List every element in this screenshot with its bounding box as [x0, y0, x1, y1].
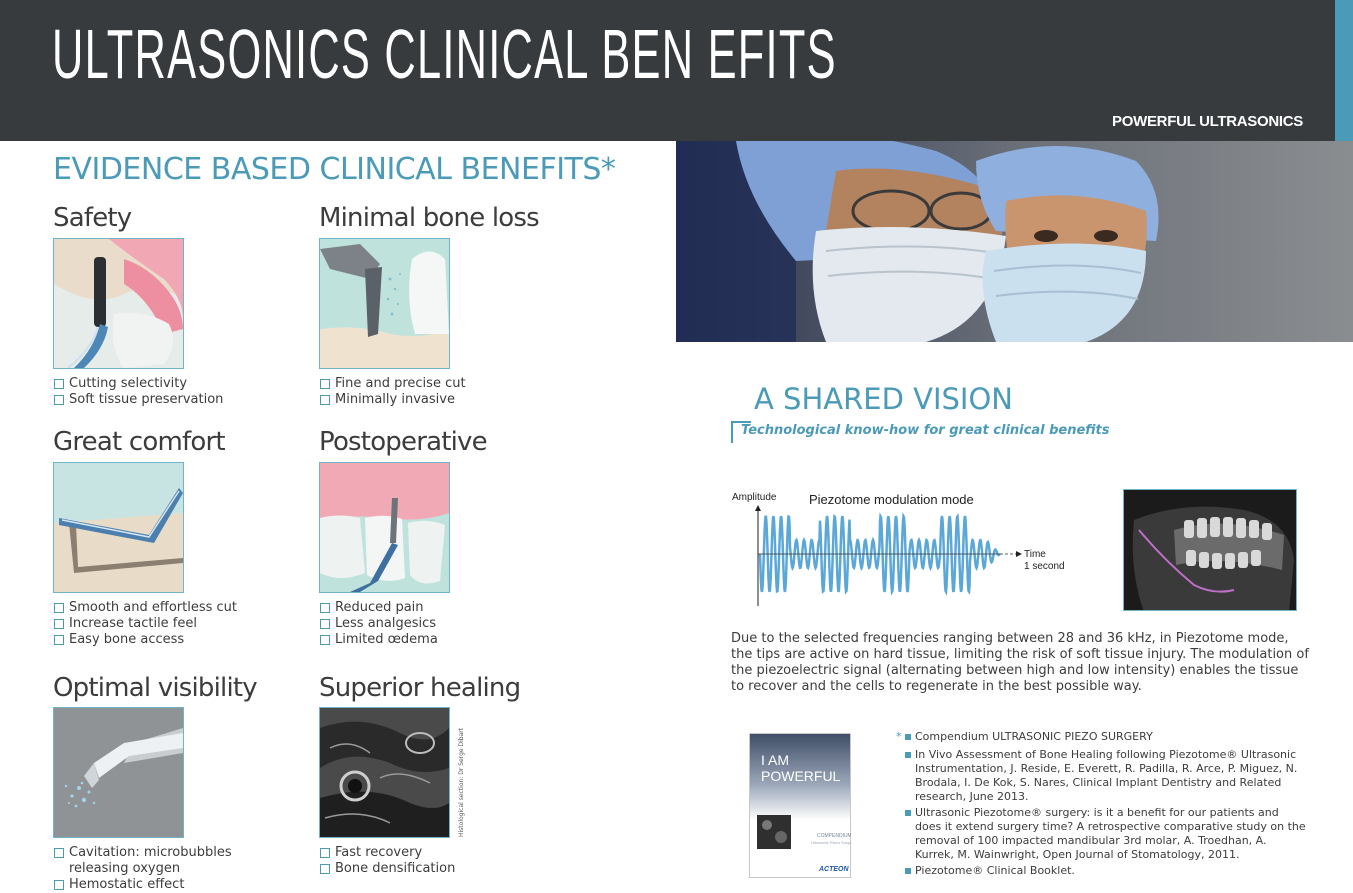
minimal-bone-loss-bullets: [319, 376, 466, 408]
references-head: [896, 730, 1306, 744]
list-item: Smooth and effortless cut: [53, 600, 237, 616]
great-comfort-bullets: [53, 600, 237, 648]
minimal-bone-loss-illustration: [319, 238, 450, 369]
benefit-title-postoperative: Postoperative: [319, 427, 487, 457]
list-item: Less analgesics: [319, 616, 438, 632]
list-item: Cutting selectivity: [53, 376, 223, 392]
great-comfort-illustration: [53, 462, 184, 593]
list-item: Increase tactile feel: [53, 616, 237, 632]
compendium-booklet-cover: [749, 733, 851, 878]
header-accent-bar: [1335, 0, 1353, 141]
references: [896, 730, 1306, 880]
superior-healing-histology: [319, 707, 450, 838]
list-item: Fine and precise cut: [319, 376, 466, 392]
asterisk: *: [896, 730, 902, 743]
superior-healing-bullets: [319, 845, 455, 877]
x-axis-arrow: [1016, 551, 1022, 557]
list-item: Easy bone access: [53, 632, 237, 648]
chart-title: Piezotome modulation mode: [809, 492, 974, 507]
modulation-waveform-chart: [728, 486, 1088, 611]
benefit-title-safety: Safety: [53, 203, 132, 233]
histology-credit: Histological section: Dr Serge Dibart: [458, 727, 465, 837]
list-item: Bone densification: [319, 861, 455, 877]
list-item: Limited œdema: [319, 632, 438, 648]
postoperative-bullets: [319, 600, 438, 648]
references-head-text: Compendium ULTRASONIC PIEZO SURGERY: [915, 730, 1153, 743]
list-item: Piezotome® Clinical Booklet.: [896, 864, 1306, 878]
header-bar: [0, 0, 1335, 141]
list-item: Hemostatic effect: [53, 877, 232, 893]
y-axis-label: Amplitude: [732, 492, 777, 503]
list-item: releasing oxygen: [69, 861, 181, 876]
optimal-visibility-bullets: [53, 845, 232, 893]
section-tag: POWERFUL ULTRASONICS: [1112, 113, 1303, 130]
booklet-small2: Ultrasonic Piezo Surgery: [811, 840, 851, 845]
vision-description: Due to the selected frequencies ranging between 28 and 36 kHz, in Piezotome mode, the tips are active on hard tissue, limiting the risk of soft tissue injury. The modulation of the piezoelectric signal (alternating between high and low intensity) enables the tissue to recover and the cells to regenerate in the best possible way.: [731, 631, 1309, 694]
benefit-title-optimal-visibility: Optimal visibility: [53, 673, 257, 703]
list-item: In Vivo Assessment of Bone Healing following Piezotome® Ultrasonic Instrumentation, J. Reside, E. Everett, R. Padilla, R. Arce, P. Miguez, N. Brodala, I. De Kok, S. Nares, Clinical Implant Dentistry and Related research, June 2013.: [896, 748, 1306, 804]
list-item: Ultrasonic Piezotome® surgery: is it a benefit for our patients and does it extend surgery time? A retrospective comparative study on the removal of 100 impacted mandibular 3rd molar, A. Troedhan, A. Kurrek, M. Wainwright, Open Journal of Stomatology, 2011.: [896, 806, 1306, 862]
booklet-line2: POWERFUL: [761, 768, 841, 784]
x-axis-label: Time: [1024, 549, 1046, 560]
benefit-title-great-comfort: Great comfort: [53, 427, 225, 457]
evidence-title: EVIDENCE BASED CLINICAL BENEFITS*: [53, 152, 616, 187]
surgeons-photo: [676, 141, 1353, 342]
safety-bullets: [53, 376, 223, 408]
list-item: Reduced pain: [319, 600, 438, 616]
optimal-visibility-illustration: [53, 707, 184, 838]
safety-illustration: [53, 238, 184, 369]
vision-subtitle: Technological know-how for great clinical benefits: [741, 423, 1110, 438]
booklet-small1: COMPENDIUM: [817, 833, 851, 839]
benefit-title-superior-healing: Superior healing: [319, 673, 521, 703]
list-item: Soft tissue preservation: [53, 392, 223, 408]
booklet-thumbnail: [757, 815, 791, 849]
list-item: Cavitation: microbubbles: [53, 845, 232, 861]
postoperative-illustration: [319, 462, 450, 593]
vision-title: A SHARED VISION: [754, 382, 1014, 416]
reference-list: [896, 748, 1306, 878]
page-title: ULTRASONICS CLINICAL BEN EFITS: [52, 15, 837, 93]
benefit-title-minimal-bone-loss: Minimal bone loss: [319, 203, 539, 233]
dental-xray-image: [1123, 489, 1297, 611]
booklet-line1: I AM: [761, 752, 790, 768]
y-axis-arrow: [755, 505, 761, 511]
list-item: Minimally invasive: [319, 392, 466, 408]
list-item: Fast recovery: [319, 845, 455, 861]
x-axis-note: 1 second: [1024, 561, 1065, 572]
acteon-logo: ACTEON: [819, 866, 849, 873]
